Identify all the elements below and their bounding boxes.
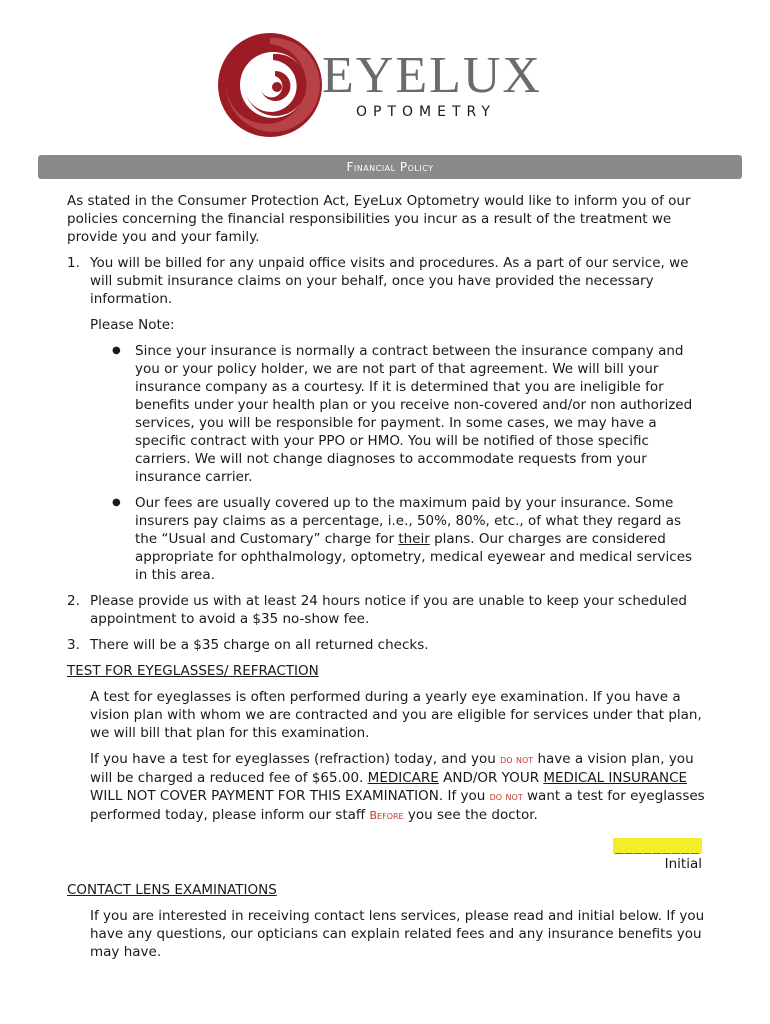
numbered-item — [67, 592, 707, 628]
policy-body — [67, 192, 707, 833]
item-text: There will be a $35 charge on all returned checks. — [90, 637, 429, 653]
initial-input-line[interactable]: _________ — [615, 838, 700, 854]
banner-title: Financial Policy — [346, 160, 434, 174]
text-part: have a vision plan, you will be charged a reduced fee of $65.00. — [90, 751, 694, 786]
text-part: WILL NOT COVER PAYMENT FOR THIS EXAMINATION. If you — [90, 788, 490, 804]
refraction-paragraph-1: A test for eyeglasses is often performed during a yearly eye examination. If you have a vision plan with whom we are contracted and you are eligible for services under that plan, we will bill that plan for this examination. — [90, 689, 702, 741]
text-part: you see the doctor. — [403, 807, 538, 823]
bullet-text: Since your insurance is normally a contract between the insurance company and you or your policy holder, we are not part of that agreement. We will bill your insurance company as a courtesy. If it is determined that you are ineligible for benefits under your health plan or you receive non-covered and/or non authorized services, you will be responsible for payment. In some cases, we may have a specific contract with your PPO or HMO. You will be notified of those specific carriers. We will not change diagnoses to accommodate requests from your insurance carrier. — [135, 343, 693, 485]
text-part: want a test for eyeglasses performed today, please inform our staff — [90, 788, 705, 823]
item-text: You will be billed for any unpaid office visits and procedures. As a part of our service, we will submit insurance claims on your behalf, once you have provided the necessary information. — [90, 255, 689, 307]
medical-insurance-underlined: MEDICAL INSURANCE — [543, 770, 688, 786]
item-text: Please provide us with at least 24 hours notice if you are unable to keep your scheduled appointment to avoid a $35 no-show fee. — [90, 593, 687, 627]
section-banner — [38, 155, 742, 179]
bullet-dot: ● — [112, 345, 121, 356]
item-number: 3. — [67, 637, 80, 653]
bullet-item — [112, 342, 707, 486]
numbered-item — [67, 636, 707, 654]
item-number: 1. — [67, 255, 80, 271]
their-underlined: their — [398, 531, 430, 547]
please-note-label: Please Note: — [90, 317, 175, 333]
before-emphasis: Before — [369, 809, 404, 822]
logo-subtitle: OPTOMETRY — [356, 104, 496, 120]
bullet-item — [112, 494, 707, 584]
do-not-emphasis: do not — [500, 753, 534, 766]
refraction-heading: TEST FOR EYEGLASSES/ REFRACTION — [67, 663, 319, 679]
contact-lens-section — [67, 875, 707, 969]
initial-label: Initial — [664, 856, 702, 872]
refraction-paragraph-2 — [90, 750, 707, 825]
text-part: AND/OR YOUR — [438, 770, 544, 786]
bullet-text-part: plans. Our charges are considered appropriate for ophthalmology, optometry, medical eyewear and medical services in this area. — [135, 531, 693, 583]
intro-paragraph: As stated in the Consumer Protection Act, EyeLux Optometry would like to inform you of our policies concerning the financial responsibilities you incur as a result of the treatment we provide you and your family. — [67, 193, 691, 245]
text-part: If you have a test for eyeglasses (refraction) today, and you — [90, 751, 501, 767]
initial-field[interactable] — [613, 838, 702, 872]
logo-wordmark: EYELUX — [322, 47, 542, 104]
bullet-text-part: Our fees are usually covered up to the maximum paid by your insurance. Some insurers pay claims as a percentage, i.e., 50%, 80%, etc., of what they regard as the “Usual and Customary” charge for — [135, 495, 682, 547]
numbered-item — [67, 254, 707, 308]
do-not-emphasis: do not — [489, 790, 523, 803]
contact-lens-paragraph: If you are interested in receiving contact lens services, please read and initial below. If you have any questions, our opticians can explain related fees and any insurance benefits you may have. — [90, 908, 705, 960]
medicare-underlined: MEDICARE — [367, 770, 439, 786]
bullet-dot: ● — [112, 497, 121, 508]
contact-lens-heading: CONTACT LENS EXAMINATIONS — [67, 882, 277, 898]
item-number: 2. — [67, 593, 80, 609]
bullet-text — [135, 494, 707, 584]
